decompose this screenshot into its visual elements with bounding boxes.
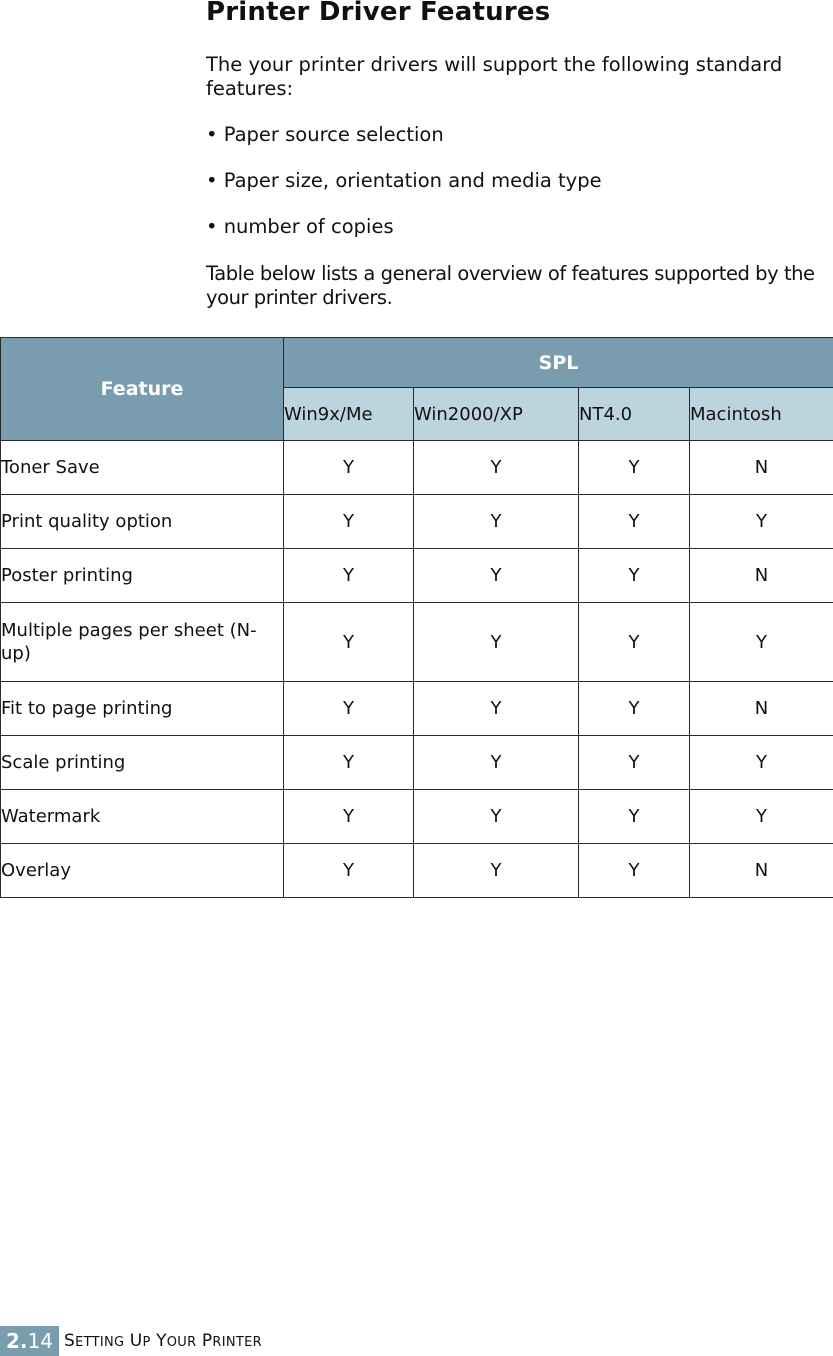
table-row <box>1 736 833 790</box>
support-value: Y <box>414 495 579 549</box>
page-title: Printer Driver Features <box>206 0 551 27</box>
support-value: Y <box>414 844 579 898</box>
support-value: N <box>690 682 833 736</box>
support-value: Y <box>284 844 414 898</box>
support-value: Y <box>414 603 579 682</box>
feature-name: Multiple pages per sheet (N-up) <box>1 603 284 682</box>
table-row <box>1 549 833 603</box>
bullet-item: • Paper source selection <box>206 123 444 146</box>
table-row <box>1 495 833 549</box>
os-header-macintosh: Macintosh <box>690 388 833 441</box>
support-value: Y <box>414 441 579 495</box>
support-value: N <box>690 441 833 495</box>
support-value: Y <box>579 682 690 736</box>
table-row <box>1 603 833 682</box>
support-value: Y <box>579 441 690 495</box>
features-table <box>0 337 833 898</box>
support-value: Y <box>579 790 690 844</box>
support-value: Y <box>690 603 833 682</box>
table-row <box>1 682 833 736</box>
feature-name: Poster printing <box>1 549 284 603</box>
support-value: Y <box>284 682 414 736</box>
support-value: Y <box>414 549 579 603</box>
support-value: Y <box>284 736 414 790</box>
table-row <box>1 844 833 898</box>
support-value: N <box>690 844 833 898</box>
support-value: Y <box>414 790 579 844</box>
feature-name: Scale printing <box>1 736 284 790</box>
footer-word-rest: RINTER <box>212 1335 262 1350</box>
footer-word-cap: U <box>129 1331 143 1351</box>
feature-name: Overlay <box>1 844 284 898</box>
support-value: Y <box>284 441 414 495</box>
footer-word-rest: ETTING <box>75 1335 125 1350</box>
spl-group-header: SPL <box>284 338 833 388</box>
footer-word-cap: S <box>64 1331 76 1351</box>
support-value: N <box>690 549 833 603</box>
support-value: Y <box>690 736 833 790</box>
bullet-item: • number of copies <box>206 215 394 238</box>
support-value: Y <box>579 736 690 790</box>
page-number-badge <box>0 1326 59 1356</box>
table-row <box>1 441 833 495</box>
footer-word-cap: Y <box>156 1331 167 1351</box>
feature-name: Fit to page printing <box>1 682 284 736</box>
feature-name: Watermark <box>1 790 284 844</box>
intro-paragraph: The your printer drivers will support the following standard features: <box>206 53 783 100</box>
support-value: Y <box>284 790 414 844</box>
footer-word-cap: P <box>201 1331 213 1351</box>
footer-word-rest: P <box>142 1335 151 1350</box>
support-value: Y <box>579 603 690 682</box>
chapter-number: 2. <box>6 1329 28 1353</box>
support-value: Y <box>414 682 579 736</box>
os-header-win2000: Win2000/XP <box>414 388 579 441</box>
feature-column-header: Feature <box>1 338 284 441</box>
table-row <box>1 790 833 844</box>
support-value: Y <box>579 844 690 898</box>
page-number: 14 <box>27 1329 53 1353</box>
support-value: Y <box>579 549 690 603</box>
os-header-win9x: Win9x/Me <box>284 388 414 441</box>
support-value: Y <box>414 736 579 790</box>
running-footer-title <box>64 1331 262 1351</box>
table-intro-paragraph: Table below lists a general overview of features supported by the your printer drivers. <box>206 262 815 309</box>
os-header-nt4: NT4.0 <box>579 388 690 441</box>
feature-name: Toner Save <box>1 441 284 495</box>
support-value: Y <box>284 603 414 682</box>
support-value: Y <box>579 495 690 549</box>
support-value: Y <box>690 495 833 549</box>
footer-word-rest: OUR <box>166 1335 197 1350</box>
support-value: Y <box>284 549 414 603</box>
support-value: Y <box>690 790 833 844</box>
bullet-item: • Paper size, orientation and media type <box>206 169 602 192</box>
support-value: Y <box>284 495 414 549</box>
feature-name: Print quality option <box>1 495 284 549</box>
